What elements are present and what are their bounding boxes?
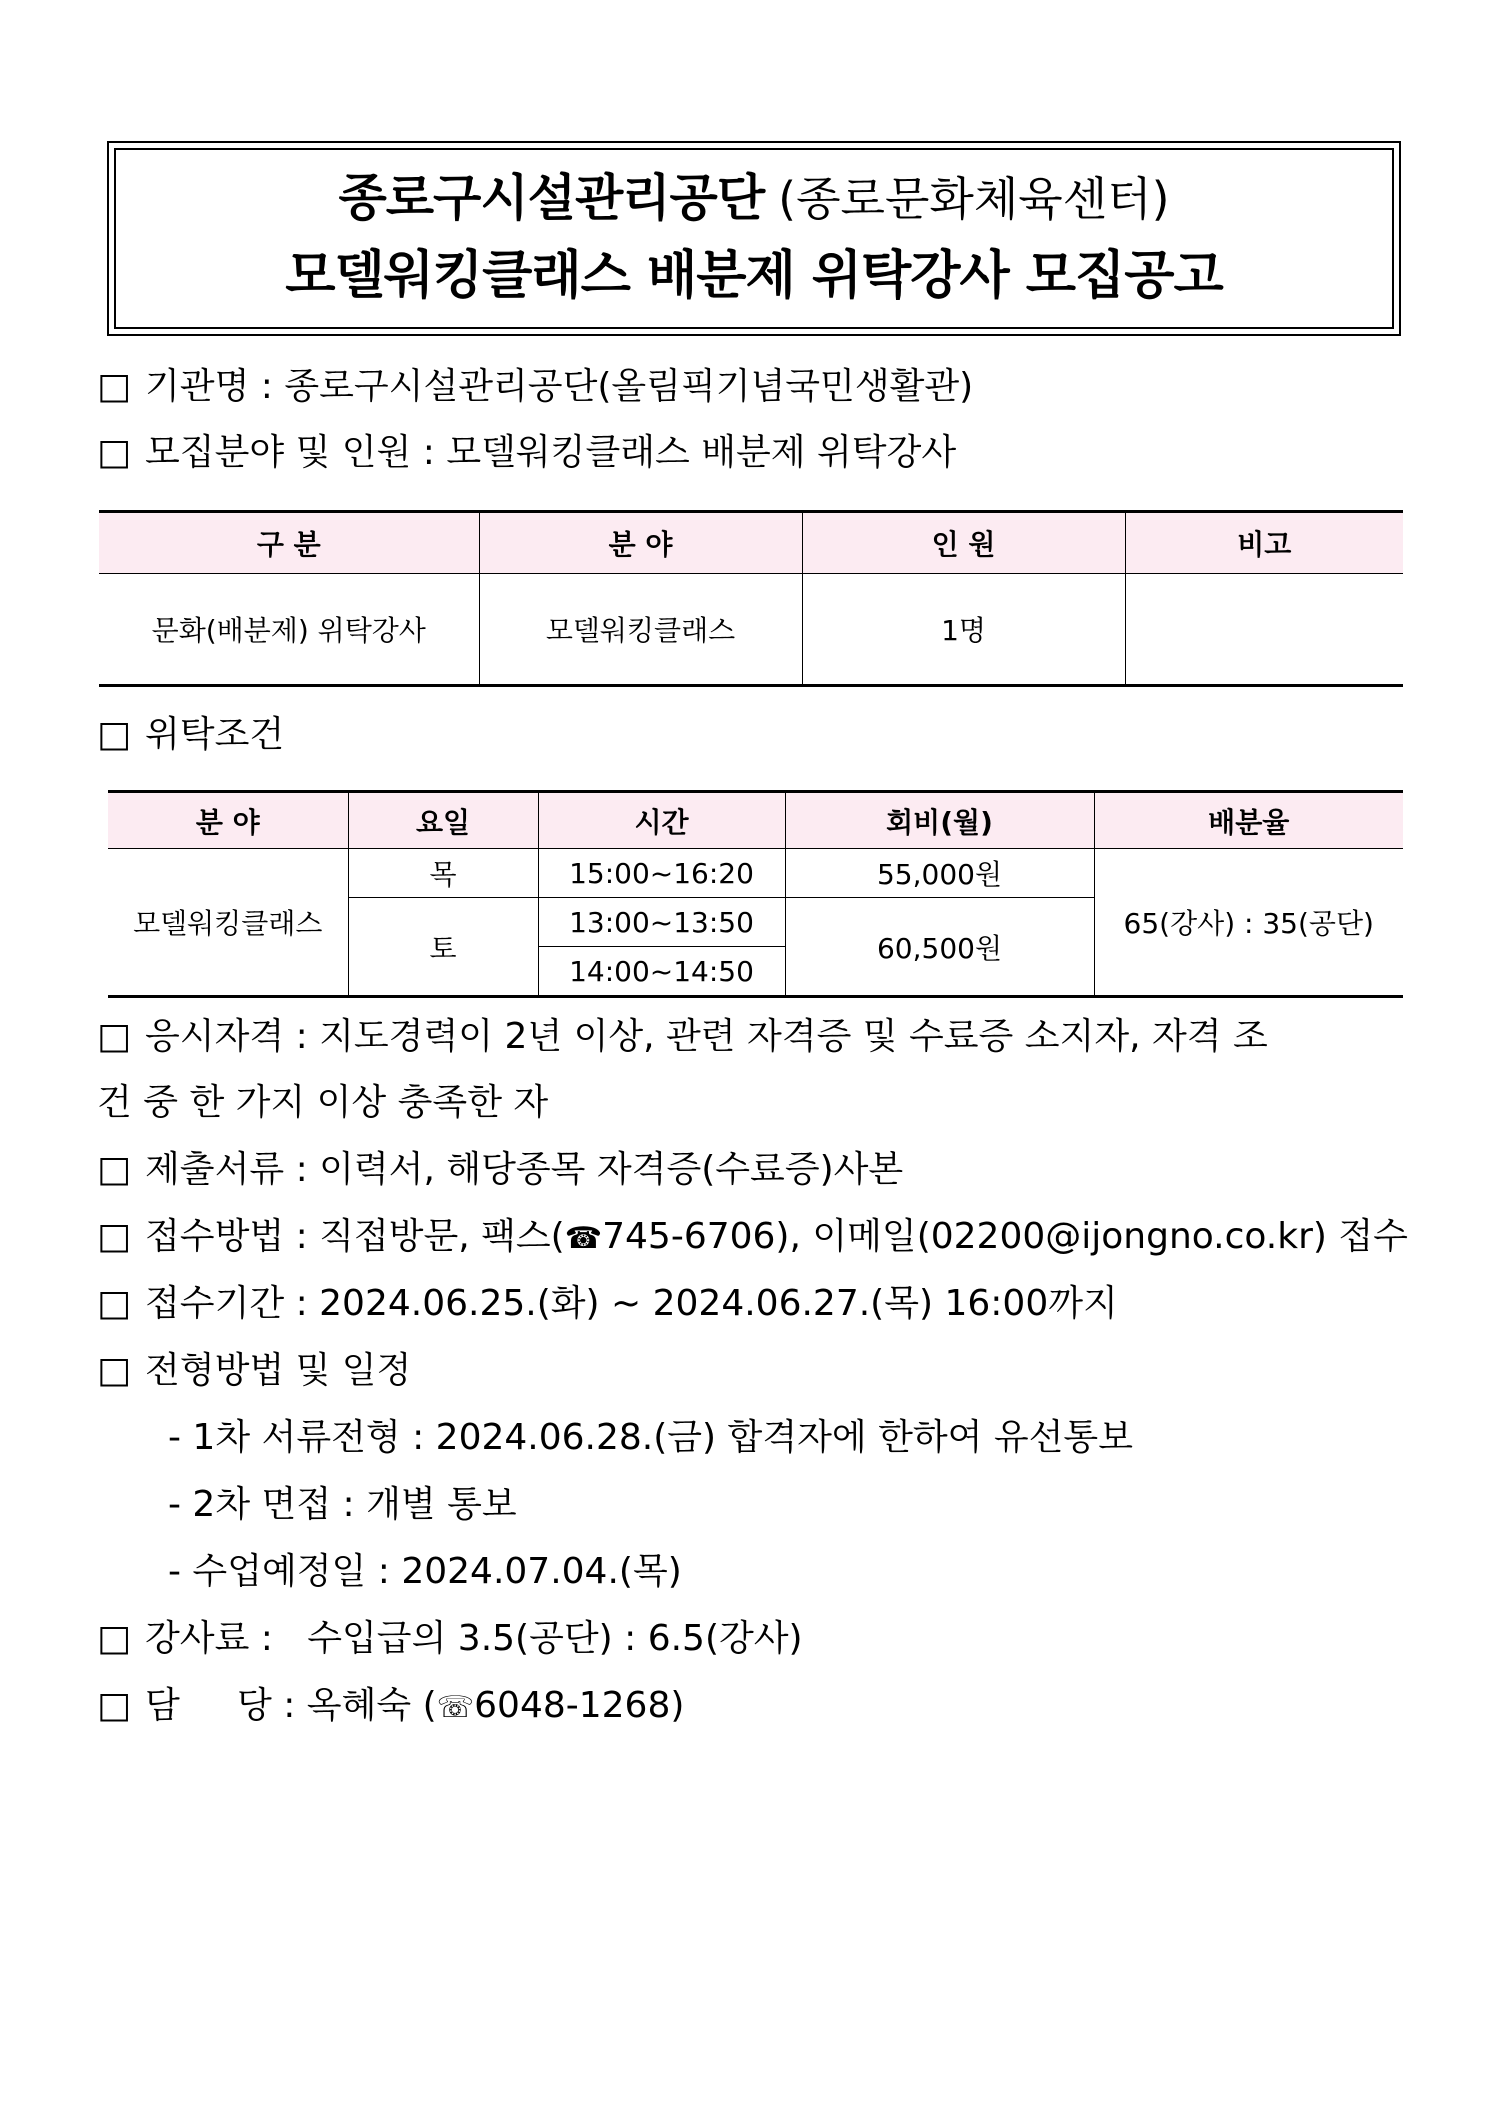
header-note: 비고 [1125,512,1403,574]
field-label: 모집분야 및 인원 : [145,432,447,473]
field-line [97,428,956,478]
header-field: 분 야 [479,512,802,574]
title-line-1 [338,161,1169,236]
header-ratio: 배분율 [1094,792,1403,849]
cell-time-2: 13:00~13:50 [538,898,785,947]
phone-icon: ☏ [436,1690,475,1725]
cell-count: 1명 [802,574,1125,686]
agency-line [97,362,973,412]
qualification-text-1: 응시자격 : 지도경력이 2년 이상, 관련 자격증 및 수료증 소지자, 자격 조 [145,1016,1268,1057]
checkbox-icon: □ [97,1685,132,1726]
method-prefix: 접수방법 : 직접방문, 팩스( [145,1216,565,1257]
conditions-line [97,710,284,760]
selection-label: 전형방법 및 일정 [145,1350,412,1391]
checkbox-icon: □ [97,1216,132,1257]
period-line [97,1279,1118,1329]
selection-item: - 2차 면접 : 개별 통보 [168,1484,517,1525]
header-count: 인 원 [802,512,1125,574]
conditions-label: 위탁조건 [145,714,285,755]
contact-line [97,1681,684,1733]
center-name: (종로문화체육센터) [778,172,1170,226]
contact-phone: 6048-1268) [474,1685,685,1726]
table-row [108,849,1403,898]
phone-icon: ☎ [564,1221,603,1256]
header-fee: 회비(월) [785,792,1094,849]
checkbox-icon: □ [97,432,132,473]
cell-time-1: 15:00~16:20 [538,849,785,898]
cell-field: 모델워킹클래스 [108,849,348,997]
period-text: 접수기간 : 2024.06.25.(화) ~ 2024.06.27.(목) 16:00까지 [145,1283,1118,1324]
header-time: 시간 [538,792,785,849]
conditions-table [108,790,1403,998]
org-name: 종로구시설관리공단 [338,169,765,227]
checkbox-icon: □ [97,1149,132,1190]
header-field: 분 야 [108,792,348,849]
selection-item: - 수업예정일 : 2024.07.04.(목) [168,1551,682,1592]
contact-prefix: 담 당 : 옥혜숙 ( [145,1685,437,1726]
table-row [99,574,1403,686]
cell-note [1125,574,1403,686]
header-category: 구 분 [99,512,479,574]
checkbox-icon: □ [97,1016,132,1057]
cell-fee-2: 60,500원 [785,898,1094,997]
method-fax: 745-6706), 이메일(02200@ijongno.co.kr) 접수 [602,1216,1408,1257]
table-header-row [99,512,1403,574]
documents-line [97,1145,903,1195]
cell-category: 문화(배분제) 위탁강사 [99,574,479,686]
qualification-text-2: 건 중 한 가지 이상 충족한 자 [97,1082,549,1123]
title-box [107,141,1401,336]
header-day: 요일 [348,792,538,849]
selection-line [97,1346,411,1396]
notice-title: 모델워킹클래스 배분제 위탁강사 모집공고 [285,246,1223,306]
checkbox-icon: □ [97,714,132,755]
documents-text: 제출서류 : 이력서, 해당종목 자격증(수료증)사본 [145,1149,904,1190]
cell-fee-1: 55,000원 [785,849,1094,898]
cell-time-3: 14:00~14:50 [538,947,785,997]
field-value: 모델워킹클래스 배분제 위탁강사 [446,432,957,473]
cell-field: 모델워킹클래스 [479,574,802,686]
qualification-line-2 [97,1078,548,1128]
cell-day-thu: 목 [348,849,538,898]
fee-line [97,1614,803,1664]
title-inner [114,148,1394,329]
checkbox-icon: □ [97,1350,132,1391]
recruit-table [99,510,1403,687]
fee-text: 강사료 : 수입급의 3.5(공단) : 6.5(강사) [145,1618,803,1659]
selection-item: - 1차 서류전형 : 2024.06.28.(금) 합격자에 한하여 유선통보 [168,1417,1133,1458]
checkbox-icon: □ [97,366,132,407]
table-header-row [108,792,1403,849]
agency-value: 종로구시설관리공단(올림픽기념국민생활관) [284,366,974,407]
qualification-line-1 [97,1012,1268,1062]
cell-day-sat: 토 [348,898,538,997]
agency-label: 기관명 : [145,366,285,407]
checkbox-icon: □ [97,1283,132,1324]
checkbox-icon: □ [97,1618,132,1659]
method-line [97,1212,1408,1264]
cell-ratio: 65(강사) : 35(공단) [1094,849,1403,997]
